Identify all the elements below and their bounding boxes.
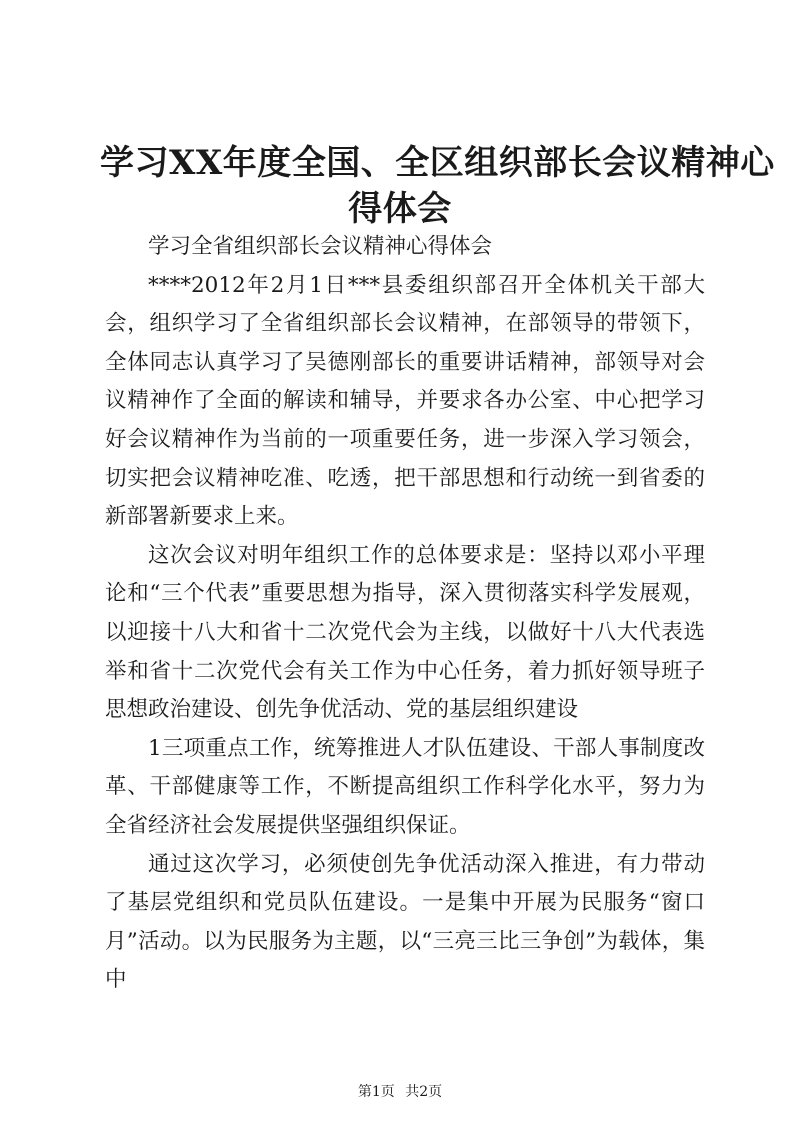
body-paragraph: 1三项重点工作，统筹推进人才队伍建设、干部人事制度改革、干部健康等工作，不断提高组织工作科学化水平，努力为全省经济社会发展提供坚强组织保证。 [105, 735, 705, 838]
document-body [105, 228, 705, 1000]
page-footer [0, 1082, 800, 1102]
title-line-2: 得体会 [348, 189, 452, 229]
body-paragraph: 通过这次学习，必须使创先争优活动深入推进，有力带动了基层党组织和党员队伍建设。一是集中开展为民服务“窗口月”活动。以为民服务为主题，以“三亮三比三争创”为载体，集中 [105, 851, 705, 993]
subtitle-paragraph: 学习全省组织部长会议精神心得体会 [148, 234, 493, 259]
document-title [100, 140, 775, 232]
title-line-1: 学习XX年度全国、全区组织部长会议精神心 [100, 143, 775, 183]
body-paragraph: 这次会议对明年组织工作的总体要求是：坚持以邓小平理论和“三个代表”重要思想为指导，深入贯彻落实科学发展观，以迎接十八大和省十二次党代会为主线，以做好十八大代表选举和省十二次党代会有关工作为中心任务，着力抓好领导班子思想政治建设、创先争优活动、党的基层组织建设 [105, 542, 705, 723]
page-number: 第1页 [357, 1084, 395, 1100]
body-paragraph: ****2012年2月1日***县委组织部召开全体机关干部大会，组织学习了全省组织部长会议精神，在部领导的带领下，全体同志认真学习了吴德刚部长的重要讲话精神，部领导对会议精神作了全面的解读和辅导，并要求各办公室、中心把学习好会议精神作为当前的一项重要任务，进一步深入学习领会，切实把会议精神吃准、吃透，把干部思想和行动统一到省委的新部署新要求上来。 [105, 272, 705, 530]
total-pages: 共2页 [405, 1084, 443, 1100]
